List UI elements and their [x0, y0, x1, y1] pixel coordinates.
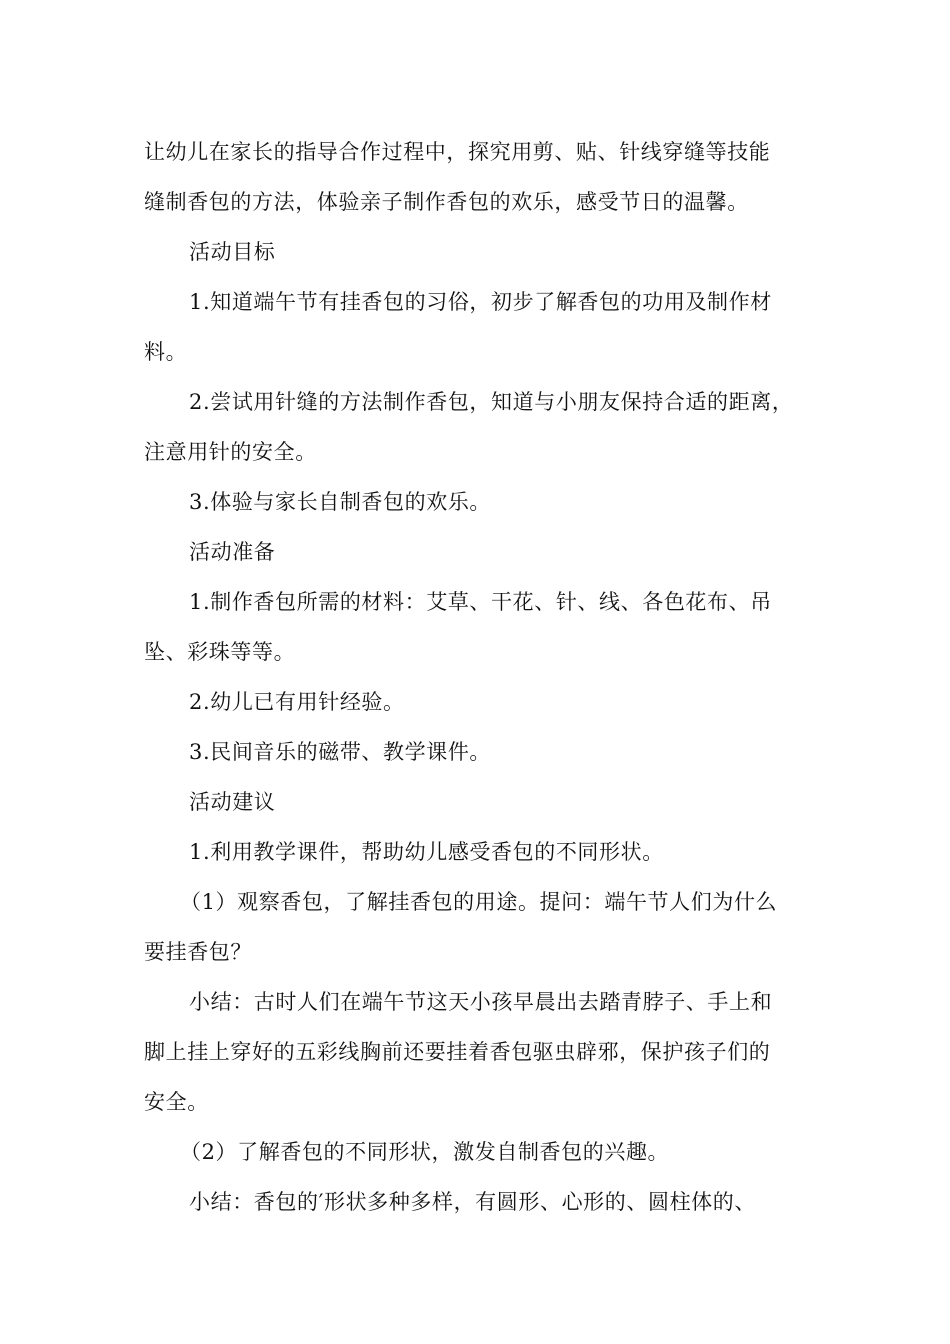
- summary-2: 小结：香包的′形状多种多样，有圆形、心形的、圆柱体的、: [189, 1190, 756, 1214]
- goal-item-1: 1.知道端午节有挂香包的习俗，初步了解香包的功用及制作材: [189, 290, 772, 314]
- summary-1: 小结：古时人们在端午节这天小孩早晨出去踏青脖子、手上和: [189, 990, 773, 1014]
- paragraph-line: 注意用针的安全。: [144, 440, 317, 464]
- paragraph-line: 缝制香包的方法，体验亲子制作香包的欢乐，感受节日的温馨。: [144, 190, 749, 214]
- goal-item-3: 3.体验与家长自制香包的欢乐。: [189, 490, 492, 514]
- paragraph-line: 让幼儿在家长的指导合作过程中，探究用剪、贴、针线穿缝等技能: [144, 140, 771, 164]
- sub-item-1: （1）观察香包，了解挂香包的用途。提问：端午节人们为什么: [180, 890, 778, 914]
- section-heading-preparation: 活动准备: [189, 540, 276, 564]
- paragraph-line: 坠、彩珠等等。: [144, 640, 296, 664]
- paragraph-line: 脚上挂上穿好的五彩线胸前还要挂着香包驱虫辟邪，保护孩子们的: [144, 1040, 771, 1064]
- sub-item-2: （2）了解香包的不同形状，激发自制香包的兴趣。: [180, 1140, 670, 1164]
- suggestion-item-1: 1.利用教学课件，帮助幼儿感受香包的不同形状。: [189, 840, 664, 864]
- paragraph-line: 料。: [144, 340, 188, 364]
- preparation-item-3: 3.民间音乐的磁带、教学课件。: [189, 740, 492, 764]
- goal-item-2: 2.尝试用针缝的方法制作香包，知道与小朋友保持合适的距离，: [189, 390, 794, 414]
- section-heading-goals: 活动目标: [189, 240, 276, 264]
- paragraph-line: 要挂香包？: [144, 940, 252, 964]
- preparation-item-1: 1.制作香包所需的材料：艾草、干花、针、线、各色花布、吊: [189, 590, 772, 614]
- paragraph-line: 安全。: [144, 1090, 209, 1114]
- preparation-item-2: 2.幼儿已有用针经验。: [189, 690, 405, 714]
- section-heading-suggestions: 活动建议: [189, 790, 276, 814]
